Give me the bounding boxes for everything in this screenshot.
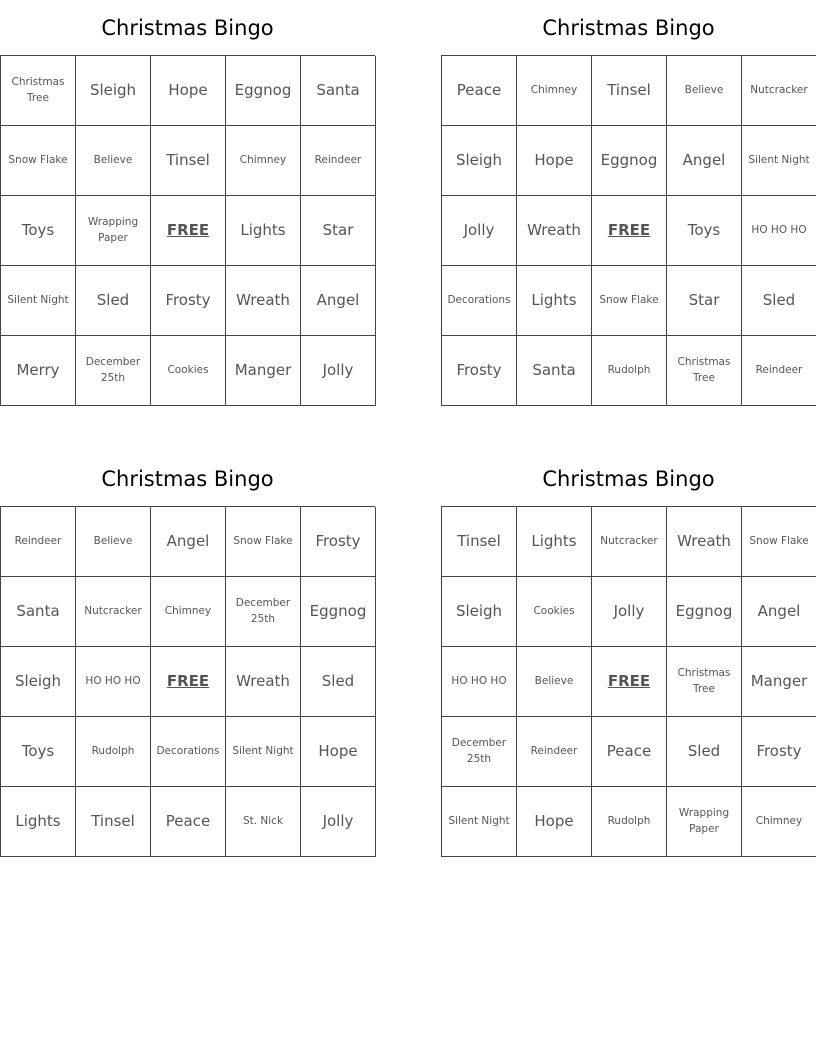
- bingo-cell: Toys: [1, 196, 76, 266]
- bingo-cell: Tinsel: [442, 507, 517, 577]
- card-title: Christmas Bingo: [101, 467, 274, 491]
- bingo-cell: Toys: [667, 196, 742, 266]
- bingo-cell: Sled: [76, 266, 151, 336]
- bingo-cell: HO HO HO: [76, 647, 151, 717]
- bingo-cell: Chimney: [226, 126, 301, 196]
- bingo-cell: Wreath: [226, 266, 301, 336]
- bingo-cell: Hope: [151, 56, 226, 126]
- bingo-cell: December 25th: [76, 336, 151, 406]
- bingo-cell: Sleigh: [1, 647, 76, 717]
- bingo-cell: Wreath: [667, 507, 742, 577]
- bingo-cell: Chimney: [151, 577, 226, 647]
- bingo-grid: [0, 55, 375, 406]
- bingo-cell: Silent Night: [442, 787, 517, 857]
- bingo-cell: Santa: [301, 56, 376, 126]
- free-space-cell: FREE: [151, 647, 226, 717]
- bingo-cell: Angel: [742, 577, 816, 647]
- bingo-cell: Rudolph: [592, 787, 667, 857]
- bingo-cell: December 25th: [226, 577, 301, 647]
- bingo-cell: Wreath: [226, 647, 301, 717]
- bingo-cell: Eggnog: [226, 56, 301, 126]
- bingo-cell: Eggnog: [592, 126, 667, 196]
- bingo-cell: Rudolph: [76, 717, 151, 787]
- bingo-cell: HO HO HO: [742, 196, 816, 266]
- bingo-cell: Silent Night: [226, 717, 301, 787]
- bingo-cell: Believe: [76, 507, 151, 577]
- bingo-cell: Lights: [517, 266, 592, 336]
- bingo-cell: Christmas Tree: [1, 56, 76, 126]
- free-space-cell: FREE: [592, 647, 667, 717]
- bingo-cell: HO HO HO: [442, 647, 517, 717]
- bingo-cell: Angel: [301, 266, 376, 336]
- bingo-cell: Sled: [742, 266, 816, 336]
- bingo-cell: Sled: [667, 717, 742, 787]
- bingo-cell: Cookies: [517, 577, 592, 647]
- bingo-cell: Reindeer: [301, 126, 376, 196]
- bingo-cell: Christmas Tree: [667, 336, 742, 406]
- card-title: Christmas Bingo: [542, 16, 715, 40]
- bingo-cell: Snow Flake: [226, 507, 301, 577]
- bingo-cell: Snow Flake: [1, 126, 76, 196]
- bingo-cell: Santa: [1, 577, 76, 647]
- bingo-cell: Star: [301, 196, 376, 266]
- bingo-cell: Jolly: [301, 336, 376, 406]
- bingo-cell: Hope: [301, 717, 376, 787]
- bingo-cell: Rudolph: [592, 336, 667, 406]
- bingo-card-4: [441, 451, 816, 857]
- card-title: Christmas Bingo: [101, 16, 274, 40]
- bingo-cell: Wrapping Paper: [667, 787, 742, 857]
- bingo-cell: Lights: [1, 787, 76, 857]
- card-title: Christmas Bingo: [542, 467, 715, 491]
- bingo-cell: Believe: [517, 647, 592, 717]
- bingo-cell: Sleigh: [442, 126, 517, 196]
- bingo-cell: Nutcracker: [742, 56, 816, 126]
- bingo-cell: Merry: [1, 336, 76, 406]
- bingo-cell: Cookies: [151, 336, 226, 406]
- bingo-cell: Believe: [76, 126, 151, 196]
- bingo-cell: Reindeer: [517, 717, 592, 787]
- bingo-card-1: [0, 0, 375, 406]
- bingo-cell: Silent Night: [1, 266, 76, 336]
- bingo-cell: Hope: [517, 787, 592, 857]
- bingo-cell: Frosty: [301, 507, 376, 577]
- bingo-cell: Sled: [301, 647, 376, 717]
- bingo-cell: Frosty: [742, 717, 816, 787]
- bingo-cell: Reindeer: [742, 336, 816, 406]
- bingo-cell: Manger: [226, 336, 301, 406]
- bingo-cell: Decorations: [442, 266, 517, 336]
- bingo-cell: Lights: [226, 196, 301, 266]
- bingo-cell: Believe: [667, 56, 742, 126]
- bingo-grid: [0, 506, 375, 857]
- bingo-cell: Santa: [517, 336, 592, 406]
- bingo-cell: Chimney: [742, 787, 816, 857]
- bingo-cell: Snow Flake: [592, 266, 667, 336]
- bingo-cell: Lights: [517, 507, 592, 577]
- bingo-cell: Sleigh: [442, 577, 517, 647]
- bingo-cell: Wrapping Paper: [76, 196, 151, 266]
- bingo-cell: Christmas Tree: [667, 647, 742, 717]
- bingo-cell: Chimney: [517, 56, 592, 126]
- bingo-cell: Peace: [151, 787, 226, 857]
- bingo-cell: Hope: [517, 126, 592, 196]
- bingo-cell: Star: [667, 266, 742, 336]
- bingo-cell: Manger: [742, 647, 816, 717]
- bingo-cell: Nutcracker: [592, 507, 667, 577]
- bingo-cell: Silent Night: [742, 126, 816, 196]
- bingo-cell: Reindeer: [1, 507, 76, 577]
- bingo-grid: [441, 506, 816, 857]
- bingo-cell: Jolly: [592, 577, 667, 647]
- bingo-card-2: [441, 0, 816, 406]
- bingo-cell: Frosty: [442, 336, 517, 406]
- bingo-cell: Sleigh: [76, 56, 151, 126]
- bingo-cell: Eggnog: [667, 577, 742, 647]
- bingo-cell: Nutcracker: [76, 577, 151, 647]
- bingo-cell: Tinsel: [151, 126, 226, 196]
- free-space-cell: FREE: [151, 196, 226, 266]
- bingo-cell: Jolly: [301, 787, 376, 857]
- bingo-grid: [441, 55, 816, 406]
- bingo-cell: Frosty: [151, 266, 226, 336]
- bingo-cell: Peace: [592, 717, 667, 787]
- bingo-cell: Tinsel: [76, 787, 151, 857]
- bingo-cell: Eggnog: [301, 577, 376, 647]
- bingo-cell: Snow Flake: [742, 507, 816, 577]
- bingo-cell: Angel: [667, 126, 742, 196]
- bingo-cell: Jolly: [442, 196, 517, 266]
- bingo-cell: St. Nick: [226, 787, 301, 857]
- bingo-cell: Tinsel: [592, 56, 667, 126]
- bingo-cell: Toys: [1, 717, 76, 787]
- bingo-card-3: [0, 451, 375, 857]
- bingo-cell: Decorations: [151, 717, 226, 787]
- bingo-cell: Wreath: [517, 196, 592, 266]
- free-space-cell: FREE: [592, 196, 667, 266]
- bingo-cell: Peace: [442, 56, 517, 126]
- bingo-cell: December 25th: [442, 717, 517, 787]
- bingo-cell: Angel: [151, 507, 226, 577]
